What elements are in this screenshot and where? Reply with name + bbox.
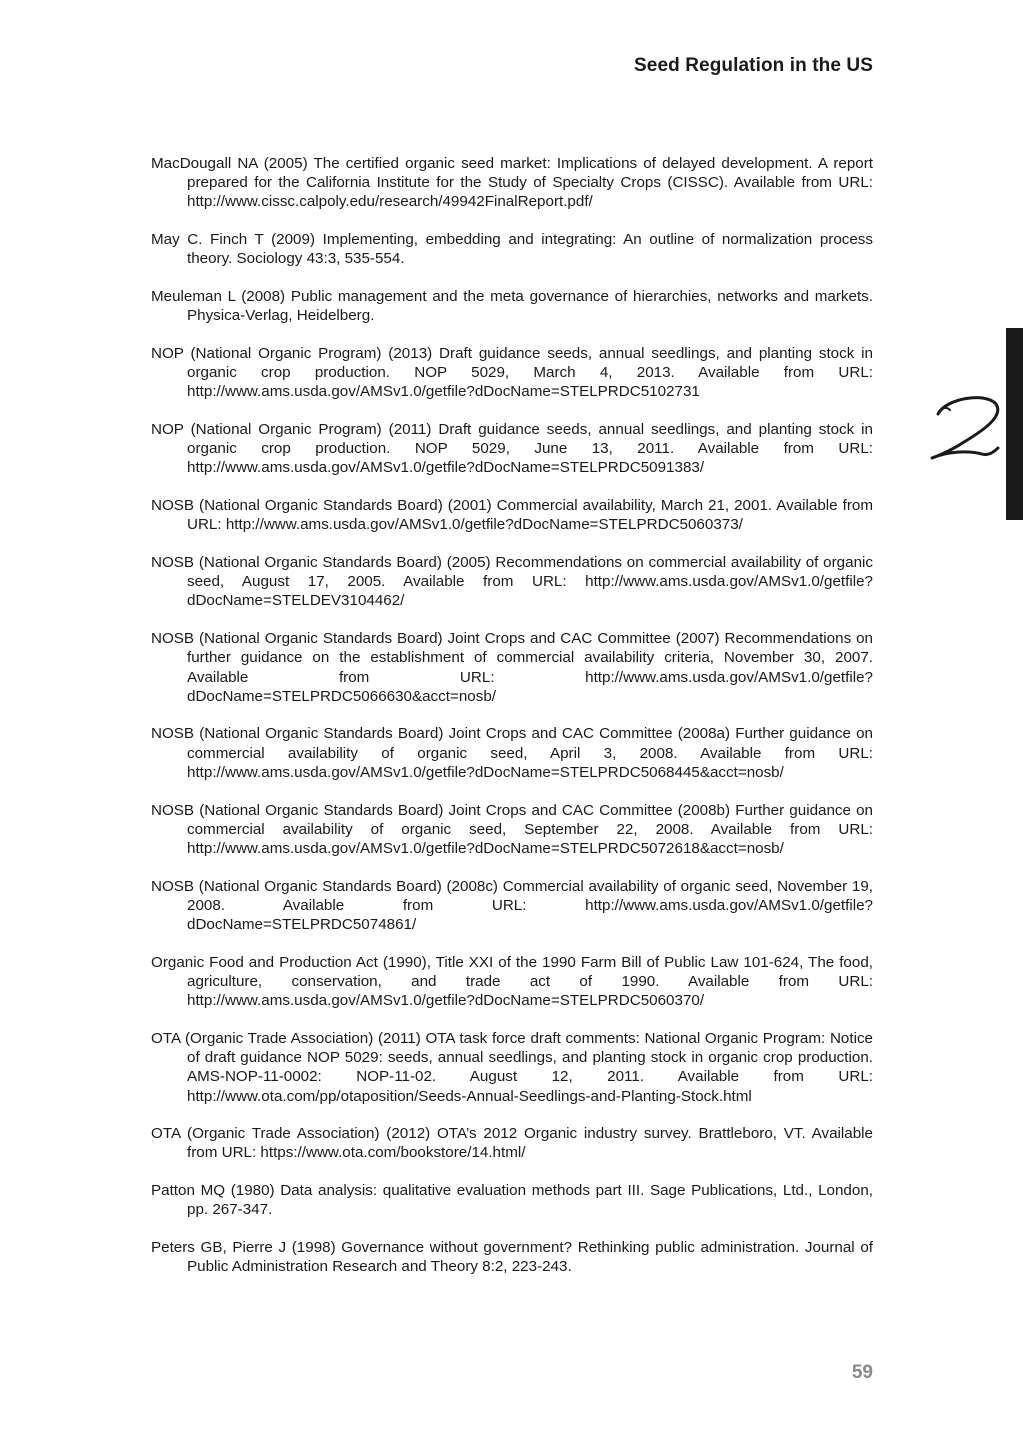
script-two-chapter-icon xyxy=(924,394,1004,464)
reference-entry: Peters GB, Pierre J (1998) Governance without government? Rethinking public administration. Journal of Public Administration Research and Theory 8:2, 223-243. xyxy=(151,1239,873,1276)
reference-entry: Organic Food and Production Act (1990), Title XXI of the 1990 Farm Bill of Public Law 101-624, The food, agriculture, conservation, and trade act of 1990. Available from URL: http://www.ams.usda.gov/AMSv1.0/getfile?dDocName=STELPRDC5060370/ xyxy=(151,953,873,1010)
reference-entry: NOSB (National Organic Standards Board) (2008c) Commercial availability of organic seed, November 19, 2008. Available from URL: http://www.ams.usda.gov/AMSv1.0/getfile?dDocName=STELPRDC5074861/ xyxy=(151,877,873,934)
reference-entry: NOSB (National Organic Standards Board) (2005) Recommendations on commercial availability of organic seed, August 17, 2005. Available from URL: http://www.ams.usda.gov/AMSv1.0/getfile?dDocName=STELDEV3104462/ xyxy=(151,554,873,610)
running-header-title: Seed Regulation in the US xyxy=(634,55,873,76)
reference-entry: OTA (Organic Trade Association) (2012) OTA’s 2012 Organic industry survey. Brattleboro, VT. Available from URL: https://www.ota.com/bookstore/14.html/ xyxy=(151,1125,873,1162)
reference-entry: NOSB (National Organic Standards Board) (2001) Commercial availability, March 21, 2001. Available from URL: http://www.ams.usda.gov/AMSv1.0/getfile?dDocName=STELPRDC5060373/ xyxy=(151,497,873,534)
reference-entry: NOSB (National Organic Standards Board) Joint Crops and CAC Committee (2008b) Further guidance on commercial availability of organic seed, September 22, 2008. Available from URL: http://www.ams.usda.gov/AMSv1.0/getfile?dDocName=STELPRDC5072618&acct=nosb/ xyxy=(151,801,873,857)
chapter-tab xyxy=(1006,328,1023,520)
reference-entry: OTA (Organic Trade Association) (2011) OTA task force draft comments: National Organic Program: Notice of draft guidance NOP 5029: seeds, annual seedlings, and planting stock in organic crop production. AMS-NOP-11-0002: NOP-11-02. August 12, 2011. Available from URL: http://www.ota.com/pp/otaposition/Seeds-Annual-Seedlings-and-Planting-Stock.html xyxy=(151,1029,873,1105)
reference-entry: NOSB (National Organic Standards Board) Joint Crops and CAC Committee (2008a) Further guidance on commercial availability of organic seed, April 3, 2008. Available from URL: http://www.ams.usda.gov/AMSv1.0/getfile?dDocName=STELPRDC5068445&acct=nosb/ xyxy=(151,725,873,781)
reference-entry: May C. Finch T (2009) Implementing, embedding and integrating: An outline of normalization process theory. Sociology 43:3, 535-554. xyxy=(151,231,873,268)
reference-entry: MacDougall NA (2005) The certified organic seed market: Implications of delayed development. A report prepared for the California Institute for the Study of Specialty Crops (CISSC). Available from URL: http://www.cissc.calpoly.edu/research/49942FinalReport.pdf/ xyxy=(151,155,873,211)
reference-entry: NOSB (National Organic Standards Board) Joint Crops and CAC Committee (2007) Recommendations on further guidance on the establishment of commercial availability criteria, November 30, 2007. Available from URL: http://www.ams.usda.gov/AMSv1.0/getfile?dDocName=STELPRDC5066630&acct=nosb/ xyxy=(151,630,873,705)
reference-entry: Patton MQ (1980) Data analysis: qualitative evaluation methods part III. Sage Publications, Ltd., London, pp. 267-347. xyxy=(151,1182,873,1219)
page-number: 59 xyxy=(851,1362,873,1383)
reference-entry: NOP (National Organic Program) (2011) Draft guidance seeds, annual seedlings, and planting stock in organic crop production. NOP 5029, June 13, 2011. Available from URL: http://www.ams.usda.gov/AMSv1.0/getfile?dDocName=STELPRDC5091383/ xyxy=(151,421,873,477)
reference-list xyxy=(151,154,873,1295)
reference-entry: NOP (National Organic Program) (2013) Draft guidance seeds, annual seedlings, and planting stock in organic crop production. NOP 5029, March 4, 2013. Available from URL: http://www.ams.usda.gov/AMSv1.0/getfile?dDocName=STELPRDC5102731 xyxy=(151,344,873,401)
reference-entry: Meuleman L (2008) Public management and the meta governance of hierarchies, networks and markets. Physica-Verlag, Heidelberg. xyxy=(151,288,873,325)
